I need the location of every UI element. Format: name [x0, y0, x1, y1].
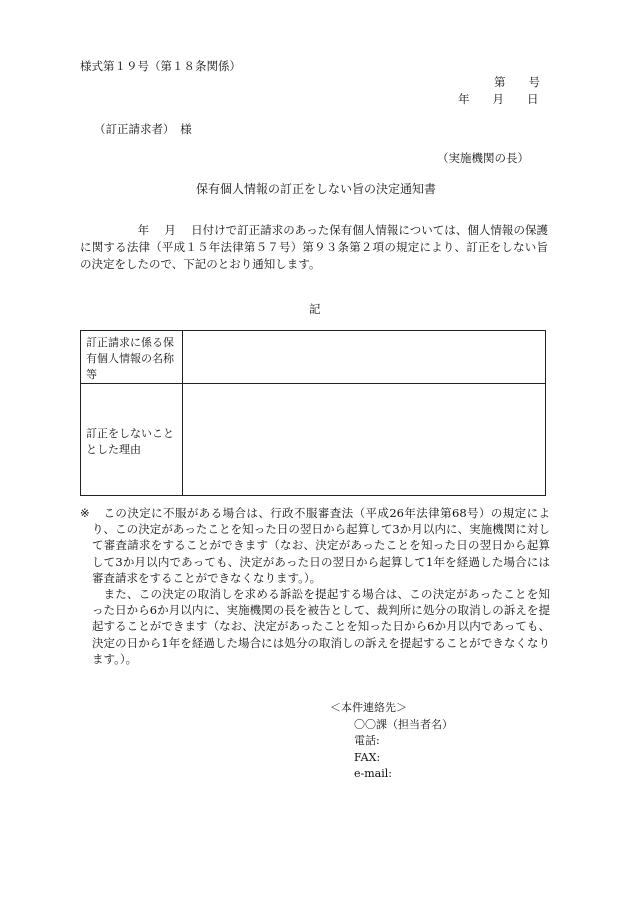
- table-row: [81, 331, 546, 384]
- note-paragraph-1: この決定に不服がある場合は、行政不服審査法（平成26年法律第68号）の規定により、この決定があったことを知った日の翌日から起算して3か月以内に、実施機関に対して審査請求をすることができます（なお、決定があったことを知った日の翌日から起算して3か月以内であっても、決定があった日の翌日から起算して1年を経過した場合には審査請求をすることができなくなります。）。: [92, 506, 550, 585]
- issue-date: 年 月 日: [458, 92, 539, 106]
- table-value-reason: [183, 384, 546, 496]
- document-number: 第 号: [494, 75, 540, 89]
- note-mark: ※: [80, 506, 90, 520]
- contact-email: e-mail:: [354, 767, 392, 780]
- contact-phone: 電話:: [354, 734, 380, 747]
- contact-heading: ＜本件連絡先＞: [330, 701, 407, 714]
- contact-section: 〇〇課（担当者名）: [354, 717, 453, 731]
- note-paragraph-2: また、この決定の取消しを求める訴訟を提起する場合は、この決定があったことを知った日から6か月以内に、実施機関の長を被告として、裁判所に処分の取消しの訴えを提起することができます（なお、決定があったことを知った日から6か月以内であっても、決定の日から1年を経過した場合には処分の取消しの訴えを提起することができなくなります。）。: [92, 587, 550, 666]
- table-row: [81, 384, 546, 496]
- body-text: 年 月 日付けで訂正請求のあった保有個人情報については、個人情報の保護に関する法律（平成１５年法律第５７号）第９３条第２項の規定により、訂正をしない旨の決定をしたので、下記のとおり通知します。: [80, 223, 548, 271]
- table-label-reason: 訂正をしないこととした理由: [81, 384, 183, 496]
- appeal-note: [80, 505, 550, 667]
- form-number: 様式第１９号（第１８条関係）: [80, 59, 241, 73]
- ki-heading: 記: [309, 302, 321, 316]
- issuer: （実施機関の長）: [437, 151, 529, 165]
- recipient: （訂正請求者） 様: [94, 122, 192, 136]
- table-label-name: 訂正請求に係る保有個人情報の名称等: [81, 331, 183, 384]
- info-table: [80, 330, 546, 496]
- document-title: 保有個人情報の訂正をしない旨の決定通知書: [196, 182, 437, 196]
- contact-fax: FAX:: [354, 750, 381, 764]
- contact-block: [330, 700, 453, 783]
- table-value-name: [183, 331, 546, 384]
